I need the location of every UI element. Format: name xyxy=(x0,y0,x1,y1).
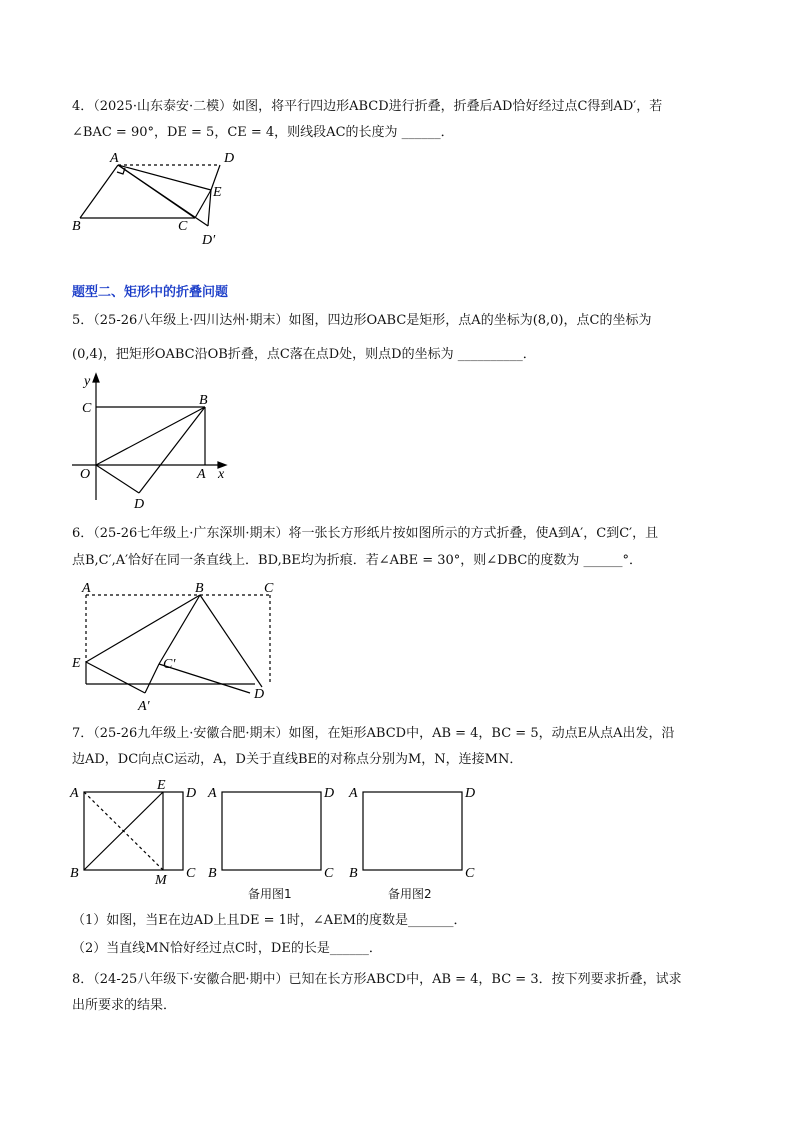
q6-label-B: B xyxy=(195,581,204,596)
q4-label-C: C xyxy=(178,219,188,234)
spare1-caption: 备用图1 xyxy=(248,887,292,901)
spare1-label-C: C xyxy=(324,866,334,881)
q6-line1: 6．（25-26七年级上·广东深圳·期末）将一张长方形纸片按如图所示的方式折叠，使A到A′，C到C′，且 xyxy=(72,526,659,541)
q7-fig-label-C: C xyxy=(186,866,196,881)
q5-label-A: A xyxy=(197,467,206,482)
q5-label-O: O xyxy=(80,467,91,482)
q8-line2: 出所要求的结果． xyxy=(72,998,177,1013)
spare2-label-A: A xyxy=(349,786,358,801)
q6-label-C: C xyxy=(264,581,274,596)
q6-label-D: D xyxy=(254,687,265,702)
spare2-label-D: D xyxy=(465,786,476,801)
q4-line2: ∠BAC = 90°，DE = 5，CE = 4，则线段AC的长度为 ______． xyxy=(72,125,454,140)
spare1-label-A: A xyxy=(208,786,217,801)
q6-label-A-prime: A′ xyxy=(138,699,150,714)
spare1-label-B: B xyxy=(208,866,217,881)
q7-fig-label-B: B xyxy=(70,866,79,881)
q5-label-y: y xyxy=(84,374,91,389)
q6-label-E: E xyxy=(72,656,81,671)
q4-label-A: A xyxy=(110,151,119,166)
q5-label-B: B xyxy=(199,393,208,408)
q7-fig-label-A: A xyxy=(70,786,79,801)
q4-label-E: E xyxy=(213,185,222,200)
q6-label-A: A xyxy=(82,581,91,596)
q5-line2: (0,4)，把矩形OABC沿OB折叠，点C落在点D处，则点D的坐标为 __________． xyxy=(72,347,536,362)
q5-label-D: D xyxy=(134,497,145,512)
q6-line2: 点B,C′,A′恰好在同一条直线上．BD,BE均为折痕．若∠ABE = 30°，则∠DBC的度数为 ______°． xyxy=(72,553,642,568)
q5-label-C: C xyxy=(82,401,92,416)
spare2-caption: 备用图2 xyxy=(388,887,432,901)
q4-label-D-prime: D′ xyxy=(202,233,216,248)
spare2-label-C: C xyxy=(465,866,475,881)
q7-fig-label-D: D xyxy=(186,786,197,801)
q4-label-D: D xyxy=(224,151,235,166)
q7-sub1: （1）如图，当E在边AD上且DE = 1时，∠AEM的度数是_______． xyxy=(72,913,467,928)
q6-label-C-prime: C′ xyxy=(163,657,176,672)
q7-fig-label-M: M xyxy=(155,873,167,888)
spare2-label-B: B xyxy=(349,866,358,881)
q5-line1: 5．（25-26八年级上·四川达州·期末）如图，四边形OABC是矩形，点A的坐标为(8,0)，点C的坐标为 xyxy=(72,313,652,328)
q8-line1: 8．（24-25八年级下·安徽合肥·期中）已知在长方形ABCD中，AB = 4，BC = 3．按下列要求折叠，试求 xyxy=(72,972,682,987)
q7-line1: 7．（25-26九年级上·安徽合肥·期末）如图，在矩形ABCD中，AB = 4，BC = 5，动点E从点A出发，沿 xyxy=(72,726,675,741)
q4-line1: 4．（2025·山东泰安·二模）如图，将平行四边形ABCD进行折叠，折叠后AD恰好经过点C得到AD′，若 xyxy=(72,99,663,114)
section-heading: 题型二、矩形中的折叠问题 xyxy=(72,285,229,300)
q7-sub2: （2）当直线MN恰好经过点C时，DE的长是______． xyxy=(72,941,382,956)
q7-line2: 边AD，DC向点C运动，A，D关于直线BE的对称点分别为M，N，连接MN． xyxy=(72,752,523,767)
q7-fig-label-E: E xyxy=(157,778,166,793)
spare1-label-D: D xyxy=(324,786,335,801)
q4-label-B: B xyxy=(72,219,81,234)
q5-label-x: x xyxy=(218,467,225,482)
